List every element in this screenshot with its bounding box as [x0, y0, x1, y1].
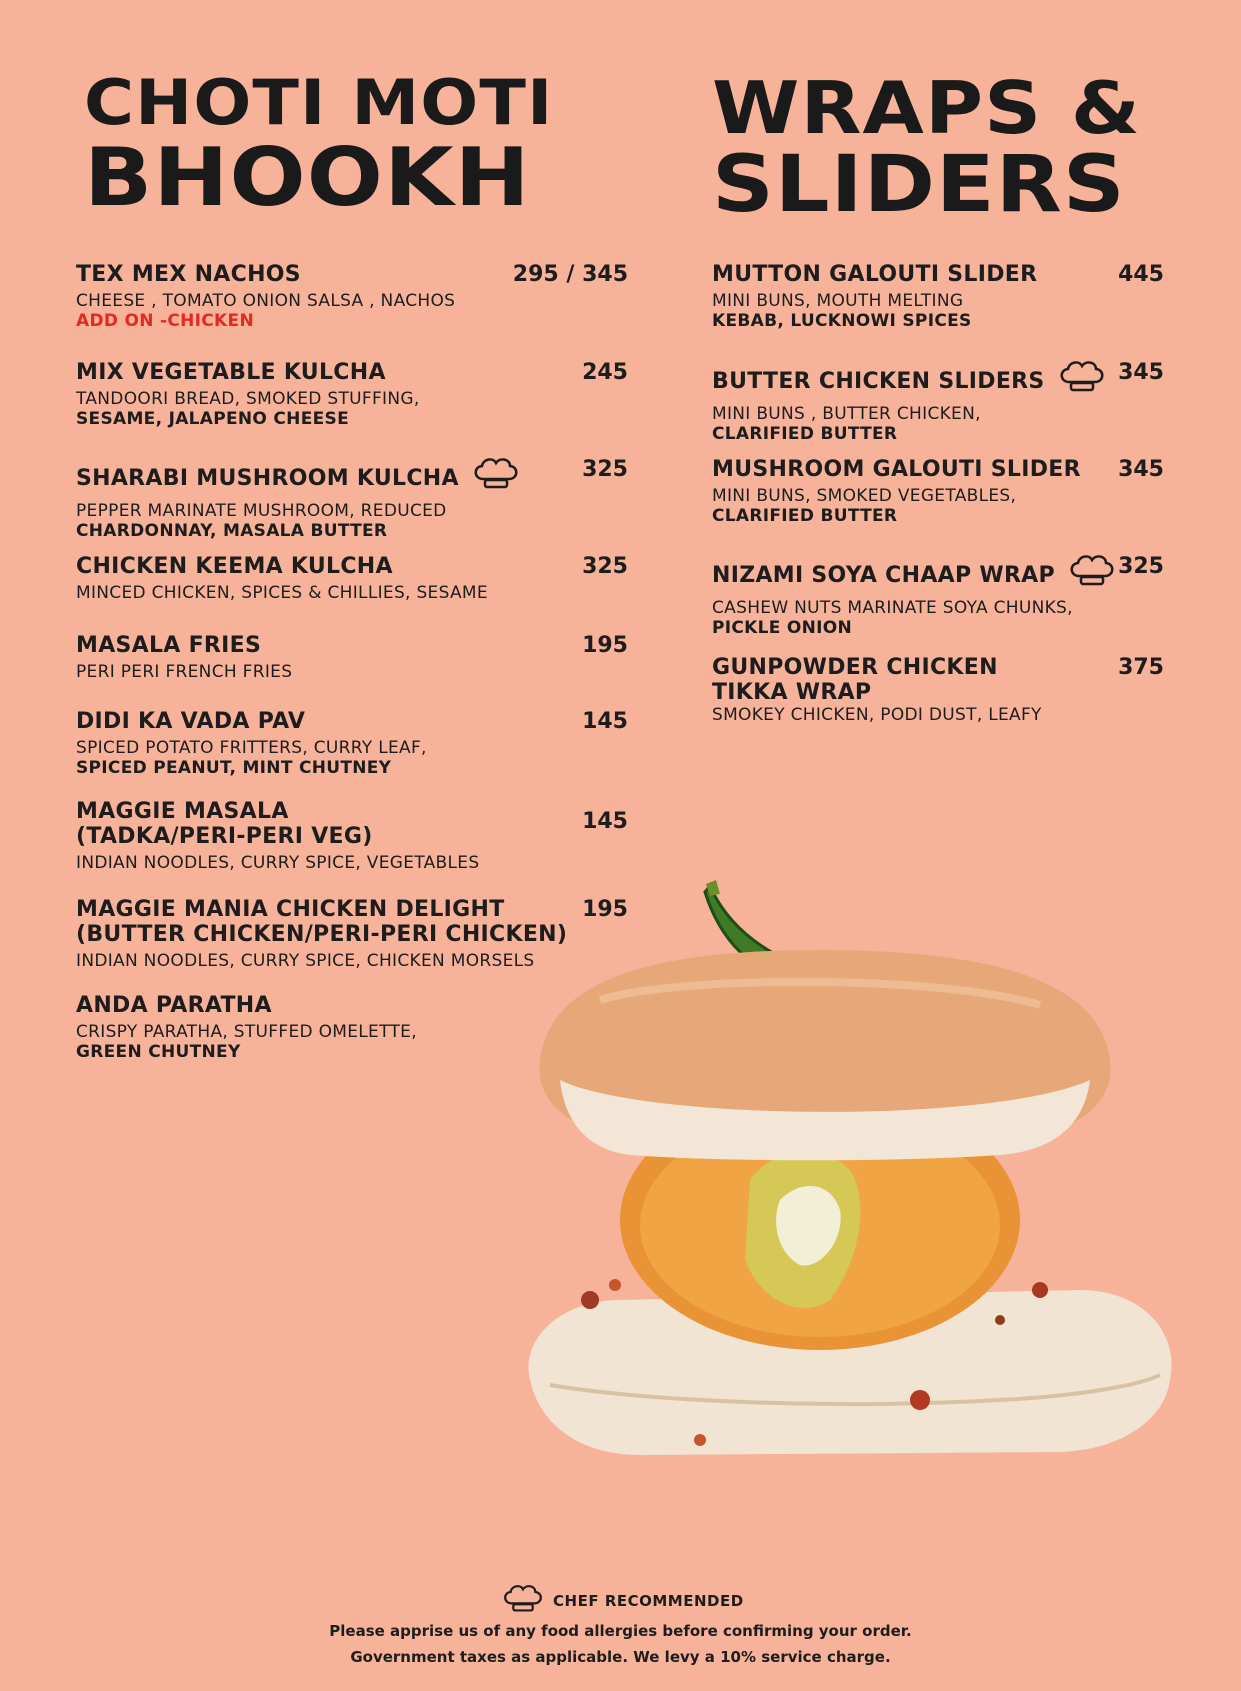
item-name: MIX VEGETABLE KULCHA [76, 360, 386, 385]
item-name: ANDA PARATHA [76, 993, 272, 1018]
item-name: GUNPOWDER CHICKEN TIKKA WRAP [712, 655, 998, 705]
section-title-wraps-sliders: WRAPS & SLIDERS [712, 66, 1142, 230]
add-on-label: ADD ON -CHICKEN [76, 311, 254, 331]
item-description: MINI BUNS, MOUTH MELTING KEBAB, LUCKNOWI SPICES [712, 291, 972, 331]
vada-pav-image [520, 880, 1200, 1500]
item-price: 345 [1118, 360, 1164, 385]
item-description: MINI BUNS , BUTTER CHICKEN, CLARIFIED BUTTER [712, 404, 981, 444]
item-name: TEX MEX NACHOS [76, 262, 301, 287]
item-price: 245 [582, 360, 628, 385]
item-name: NIZAMI SOYA CHAAP WRAP [712, 554, 1164, 594]
item-description: INDIAN NOODLES, CURRY SPICE, VEGETABLES [76, 853, 480, 873]
menu-item-mutton-galouti-slider [712, 262, 1164, 331]
allergy-note: Please apprise us of any food allergies before confirming your order. [329, 1622, 912, 1640]
item-price: 375 [1118, 655, 1164, 680]
menu-item-nizami-soya-chaap-wrap [712, 554, 1164, 638]
item-description: INDIAN NOODLES, CURRY SPICE, CHICKEN MORSELS [76, 951, 535, 971]
menu-item-gunpowder-chicken-tikka-wrap [712, 655, 1164, 725]
menu-item-tex-mex-nachos [76, 262, 628, 331]
item-name: MASALA FRIES [76, 633, 262, 658]
item-price: 295 / 345 [512, 262, 628, 287]
item-price: 445 [1118, 262, 1164, 287]
menu-item-mushroom-galouti-slider [712, 457, 1164, 526]
chef-hat-icon [1067, 554, 1117, 594]
item-description: MINCED CHICKEN, SPICES & CHILLIES, SESAME [76, 583, 488, 603]
item-name: MUSHROOM GALOUTI SLIDER [712, 457, 1081, 482]
tax-note: Government taxes as applicable. We levy a 10% service charge. [350, 1648, 891, 1666]
section-title-choti-moti-bhookh: CHOTI MOTI BHOOKH [84, 66, 554, 224]
menu-item-masala-fries [76, 633, 628, 682]
item-price: 145 [582, 809, 628, 834]
item-price: 195 [582, 897, 628, 922]
item-description: SMOKEY CHICKEN, PODI DUST, LEAFY [712, 705, 1042, 725]
item-price: 325 [1118, 554, 1164, 579]
item-price: 345 [1118, 457, 1164, 482]
item-description: SPICED POTATO FRITTERS, CURRY LEAF, SPICED PEANUT, MINT CHUTNEY [76, 738, 427, 778]
chef-hat-icon [471, 457, 521, 497]
item-price: 325 [582, 554, 628, 579]
item-name: BUTTER CHICKEN SLIDERS [712, 360, 1164, 400]
item-description: MINI BUNS, SMOKED VEGETABLES, CLARIFIED BUTTER [712, 486, 1017, 526]
item-name: CHICKEN KEEMA KULCHA [76, 554, 393, 579]
item-name: DIDI KA VADA PAV [76, 709, 306, 734]
item-name: MUTTON GALOUTI SLIDER [712, 262, 1038, 287]
menu-item-mix-vegetable-kulcha [76, 360, 628, 429]
item-description: CASHEW NUTS MARINATE SOYA CHUNKS, PICKLE ONION [712, 598, 1073, 638]
chef-recommended-legend: CHEF RECOMMENDED [0, 1584, 1241, 1618]
item-description: PERI PERI FRENCH FRIES [76, 662, 293, 682]
chef-hat-icon [1057, 360, 1107, 400]
menu-item-maggie-masala [76, 799, 628, 873]
menu-item-chicken-keema-kulcha [76, 554, 628, 603]
item-description: PEPPER MARINATE MUSHROOM, REDUCED CHARDONNAY, MASALA BUTTER [76, 501, 447, 541]
chef-hat-icon [501, 1584, 545, 1618]
item-description: CRISPY PARATHA, STUFFED OMELETTE, GREEN CHUTNEY [76, 1022, 417, 1062]
menu-footer [0, 1584, 1241, 1670]
item-price: 325 [582, 457, 628, 482]
item-name: MAGGIE MANIA CHICKEN DELIGHT (BUTTER CHICKEN/PERI-PERI CHICKEN) [76, 897, 568, 947]
item-price: 145 [582, 709, 628, 734]
item-description: TANDOORI BREAD, SMOKED STUFFING, SESAME, JALAPENO CHEESE [76, 389, 420, 429]
item-description: CHEESE , TOMATO ONION SALSA , NACHOS ADD ON -CHICKEN [76, 291, 628, 331]
item-name: MAGGIE MASALA (TADKA/PERI-PERI VEG) [76, 799, 373, 849]
menu-item-sharabi-mushroom-kulcha [76, 457, 628, 541]
menu-item-butter-chicken-sliders [712, 360, 1164, 444]
menu-item-didi-ka-vada-pav [76, 709, 628, 778]
item-price: 195 [582, 633, 628, 658]
item-name: SHARABI MUSHROOM KULCHA [76, 457, 628, 497]
